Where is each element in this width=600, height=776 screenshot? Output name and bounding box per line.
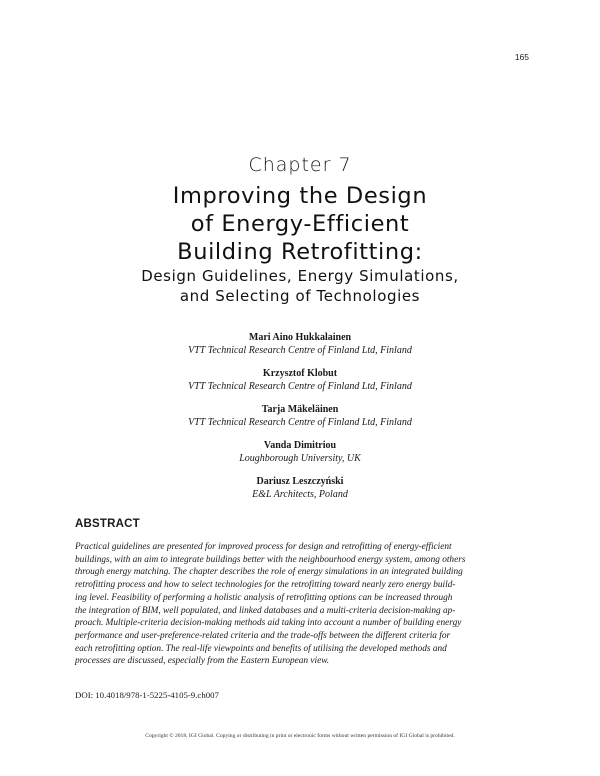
author-entry: [0, 475, 600, 511]
abstract-line: the integration of BIM, well populated, and linked databases and a multi-criteria decision-making ap-: [75, 605, 456, 616]
abstract-heading: ABSTRACT: [75, 518, 140, 530]
title-line: Improving the Design: [172, 183, 428, 209]
author-name: Krzysztof Klobut: [262, 368, 338, 379]
abstract-line: proach. Multiple-criteria decision-making methods aid taking into account a number of building energy: [75, 618, 462, 629]
abstract-line: ing level. Feasibility of performing a holistic analysis of retrofitting options can be increased through: [75, 592, 453, 603]
author-list: [0, 331, 600, 511]
author-name: Vanda Dimitriou: [263, 440, 337, 451]
abstract-line: buildings, with an aim to integrate buildings better with the neighbourhood energy system, among others: [75, 554, 466, 565]
doi: DOI: 10.4018/978-1-5225-4105-9.ch007: [75, 690, 219, 700]
abstract-line: Practical guidelines are presented for improved process for design and retrofitting of energy-efficient: [75, 542, 452, 552]
abstract-line: performance and user-preference-related criteria and the trade-offs between the different criteria for: [75, 630, 451, 641]
abstract-text: [75, 541, 529, 668]
author-entry: [0, 331, 600, 367]
author-affiliation: VTT Technical Research Centre of Finland Ltd, Finland: [188, 345, 412, 356]
abstract-line: retrofitting process and how to select technologies for the retrofitting toward nearly zero energy build-: [75, 580, 456, 591]
author-entry: [0, 403, 600, 439]
title-line: Building Retrofitting:: [177, 239, 423, 265]
chapter-label: Chapter 7: [248, 154, 352, 176]
title-line: of Energy-Efficient: [190, 211, 410, 237]
page-number: 165: [514, 52, 529, 62]
abstract-line: each retrofitting option. The real-life viewpoints and benefits of utilising the developed methods and: [75, 643, 447, 654]
author-affiliation: VTT Technical Research Centre of Finland Ltd, Finland: [188, 417, 412, 428]
copyright-notice: Copyright © 2018, IGI Global. Copying or distributing in print or electronic forms without written permission of IGI Global is prohibited.: [145, 733, 455, 739]
author-name: Dariusz Leszczyński: [256, 476, 344, 487]
author-entry: [0, 367, 600, 403]
chapter-subtitle: [0, 266, 600, 306]
abstract-line: through energy matching. The chapter describes the role of energy simulations in an integrated building: [75, 567, 463, 578]
author-name: Tarja Mäkeläinen: [261, 404, 339, 415]
subtitle-line: and Selecting of Technologies: [179, 287, 421, 305]
author-affiliation: E&L Architects, Poland: [252, 489, 348, 500]
subtitle-line: Design Guidelines, Energy Simulations,: [141, 267, 459, 285]
author-entry: [0, 439, 600, 475]
author-name: Mari Aino Hukkalainen: [248, 332, 352, 343]
abstract-line: processes are discussed, especially from the Eastern European view.: [75, 656, 330, 667]
author-affiliation: Loughborough University, UK: [239, 453, 361, 464]
author-affiliation: VTT Technical Research Centre of Finland Ltd, Finland: [188, 381, 412, 392]
chapter-title: [0, 182, 600, 266]
